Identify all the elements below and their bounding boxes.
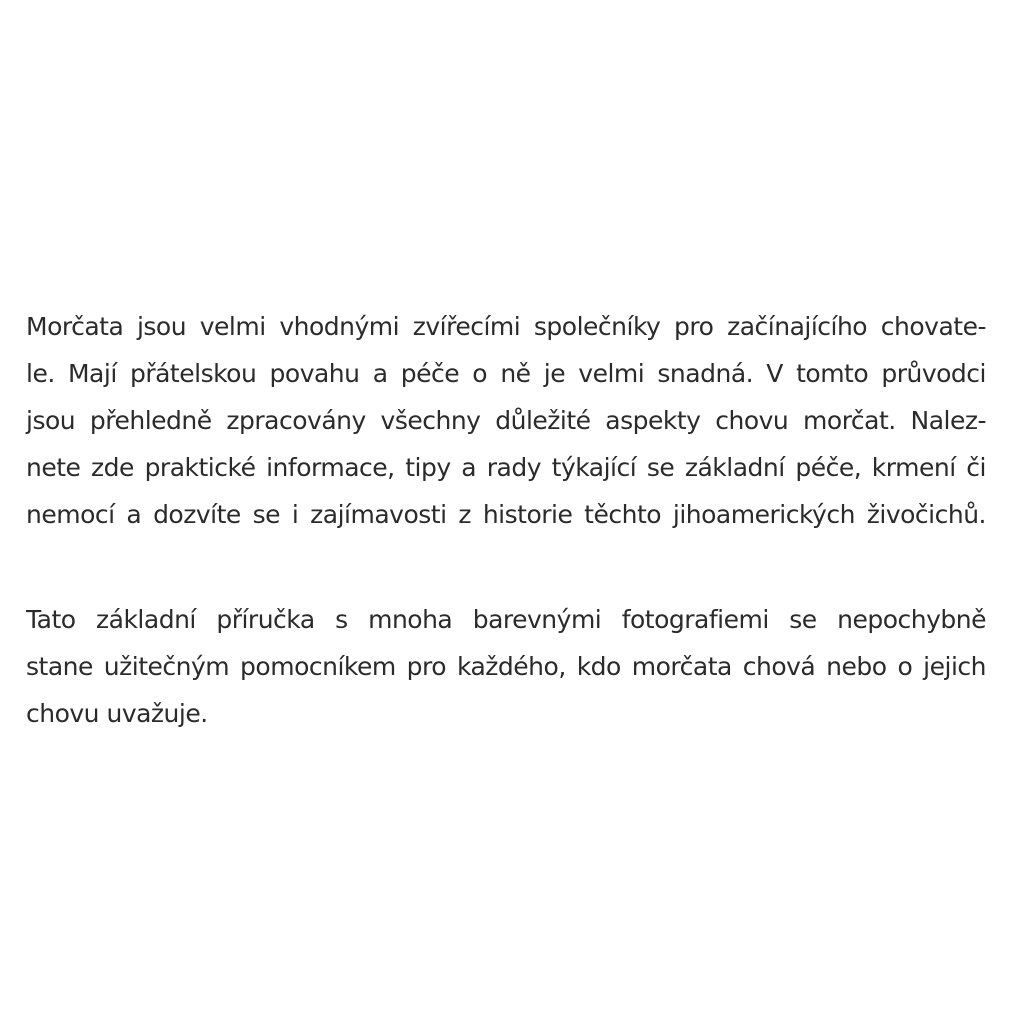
text-line: le. Mají přátelskou povahu a péče o ně je velmi snadná. V tomto průvodci: [26, 359, 986, 388]
text-line: Morčata jsou velmi vhodnými zvířecími společníky pro začínajícího chovate-: [26, 312, 986, 341]
text-line: stane užitečným pomocníkem pro každého, kdo morčata chová nebo o jejich: [26, 652, 986, 681]
text-line: chovu uvažuje.: [26, 699, 208, 728]
paragraph-intro: [26, 303, 986, 538]
text-line: jsou přehledně zpracovány všechny důležité aspekty chovu morčat. Nalez-: [26, 406, 986, 435]
text-line: nete zde praktické informace, tipy a rady týkající se základní péče, krmení či: [26, 453, 986, 482]
text-line: Tato základní příručka s mnoha barevnými fotografiemi se nepochybně: [26, 605, 986, 634]
paragraph-handbook: [26, 596, 986, 737]
text-line: nemocí a dozvíte se i zajímavosti z historie těchto jihoamerických živočichů.: [26, 500, 986, 529]
